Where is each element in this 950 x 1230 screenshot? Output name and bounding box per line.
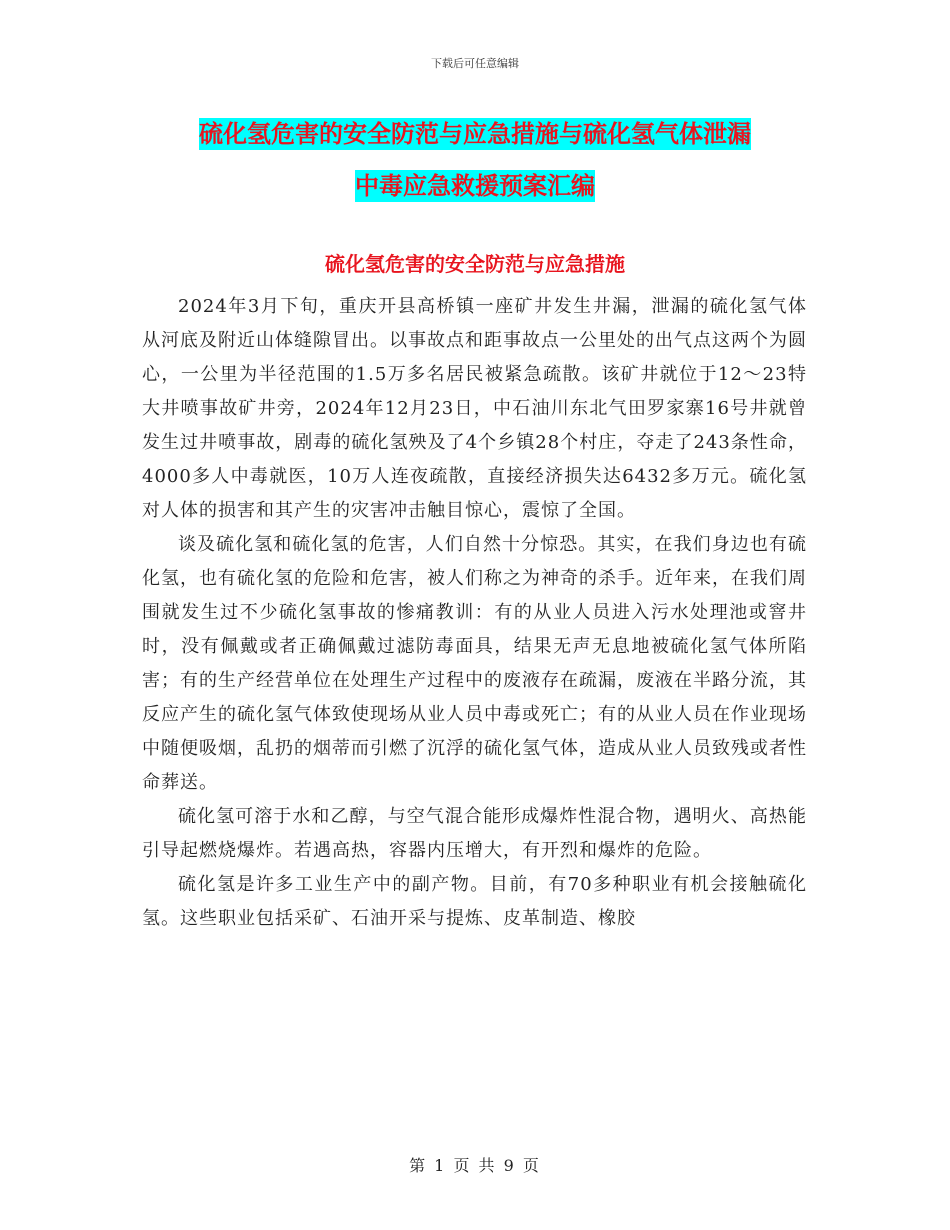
paragraph: 谈及硫化氢和硫化氢的危害，人们自然十分惊恐。其实，在我们身边也有硫化氢，也有硫化氢的危险和危害，被人们称之为神奇的杀手。近年来，在我们周围就发生过不少硫化氢事故的惨痛教训：有的从业人员进入污水处理池或窨井时，没有佩戴或者正确佩戴过滤防毒面具，结果无声无息地被硫化氢气体所陷害；有的生产经营单位在处理生产过程中的废液存在疏漏，废液在半路分流，其反应产生的硫化氢气体致使现场从业人员中毒或死亡；有的从业人员在作业现场中随便吸烟，乱扔的烟蒂而引燃了沉浮的硫化氢气体，造成从业人员致残或者性命葬送。 (142, 534, 807, 793)
title-line-2: 中毒应急救援预案汇编 (355, 172, 595, 200)
body-text (142, 290, 807, 936)
section-title: 硫化氢危害的安全防范与应急措施 (325, 252, 625, 276)
paragraph: 2024年3月下旬，重庆开县高桥镇一座矿井发生井漏，泄漏的硫化氢气体从河底及附近山体缝隙冒出。以事故点和距事故点一公里处的出气点这两个为圆心，一公里为半径范围的1.5万多名居民被紧急疏散。该矿井就位于12～23特大井喷事故矿井旁，2024年12月23日，中石油川东北气田罗家寨16号井就曾发生过井喷事故，剧毒的硫化氢殃及了4个乡镇28个村庄，夺走了243条性命，4000多人中毒就医，10万人连夜疏散，直接经济损失达6432多万元。硫化氢对人体的损害和其产生的灾害冲击触目惊心，震惊了全国。 (142, 296, 807, 521)
page-footer: 第 1 页 共 9 页 (409, 1156, 541, 1175)
title-line-1: 硫化氢危害的安全防范与应急措施与硫化氢气体泄漏 (199, 120, 751, 148)
header-note: 下载后可任意编辑 (431, 57, 519, 70)
document-title (0, 108, 950, 212)
paragraph: 硫化氢是许多工业生产中的副产物。目前，有70多种职业有机会接触硫化氢。这些职业包括采矿、石油开采与提炼、皮革制造、橡胶 (142, 874, 807, 929)
paragraph: 硫化氢可溶于水和乙醇，与空气混合能形成爆炸性混合物，遇明火、高热能引导起燃烧爆炸。若遇高热，容器内压增大，有开烈和爆炸的危险。 (142, 806, 807, 861)
